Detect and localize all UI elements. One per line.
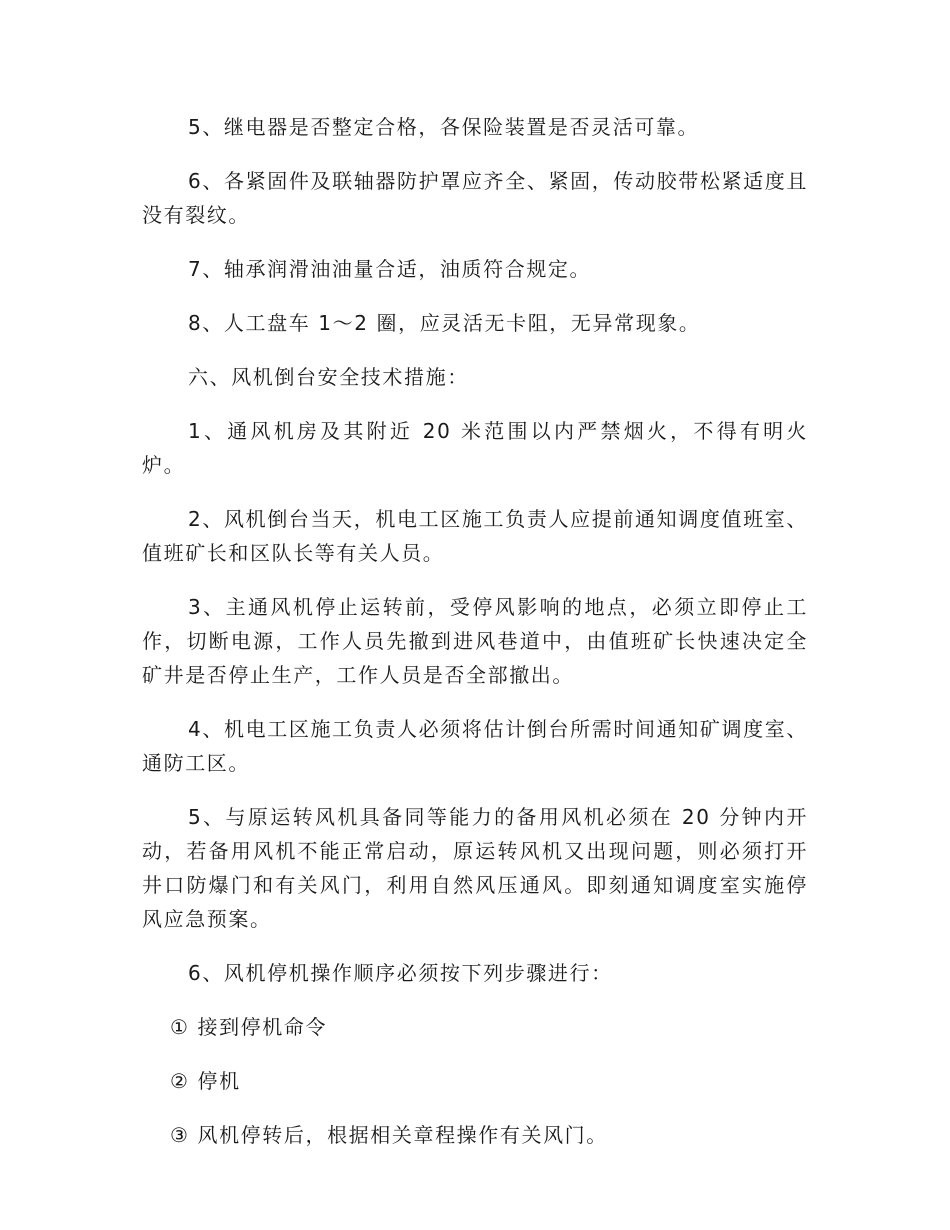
paragraph-no-fire: 1、通风机房及其附近 20 米范围以内严禁烟火，不得有明火炉。 (142, 419, 808, 477)
paragraph-notify-personnel: 2、风机倒台当天，机电工区施工负责人应提前通知调度值班室、值班矿长和区队长等有关人员。 (142, 507, 808, 565)
paragraph-bearing-oil: 7、轴承润滑油油量合适，油质符合规定。 (188, 257, 592, 281)
paragraph-backup-fan: 5、与原运转风机具备同等能力的备用风机必须在 20 分钟内开动，若备用风机不能正常启动，原运转风机又出现问题，则必须打开井口防爆门和有关风门，利用自然风压通风。即刻通知调度室实施停风应急预案。 (142, 805, 808, 931)
paragraph-relay-check: 5、继电器是否整定合格，各保险装置是否灵活可靠。 (188, 115, 700, 139)
paragraph-notify-dispatch: 4、机电工区施工负责人必须将估计倒台所需时间通知矿调度室、通防工区。 (142, 717, 808, 775)
document-body (142, 110, 808, 1172)
paragraph-stop-work: 3、主通风机停止运转前，受停风影响的地点，必须立即停止工作，切断电源，工作人员先撤到进风巷道中，由值班矿长快速决定全矿井是否停止生产，工作人员是否全部撤出。 (142, 595, 808, 687)
paragraph-fasteners-check: 6、各紧固件及联轴器防护罩应齐全、紧固，传动胶带松紧适度且没有裂纹。 (142, 169, 808, 227)
list-item-step-2: ② 停机 (170, 1069, 241, 1093)
list-item-step-3: ③ 风机停转后，根据相关章程操作有关风门。 (170, 1123, 608, 1147)
paragraph-manual-rotation: 8、人工盘车 1～2 圈，应灵活无卡阻，无异常现象。 (188, 311, 701, 335)
section-heading-fan-switchover: 六、风机倒台安全技术措施： (188, 365, 469, 389)
list-item-step-1: ① 接到停机命令 (170, 1015, 328, 1039)
paragraph-shutdown-sequence: 6、风机停机操作顺序必须按下列步骤进行： (188, 961, 613, 985)
